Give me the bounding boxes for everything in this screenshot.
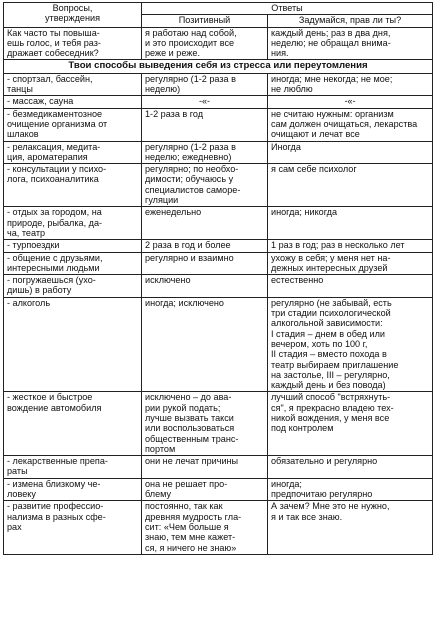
- question-cell: - релаксация, медита- ция, ароматерапия: [4, 141, 142, 164]
- table-row: [4, 275, 433, 298]
- question-cell: - лекарственные препа- раты: [4, 456, 142, 479]
- stress-table: [3, 2, 433, 555]
- negative-cell: 1 раз в год; раз в несколько лет: [268, 240, 433, 252]
- question-cell: - консультации у психо- лога, психоаналитика: [4, 164, 142, 207]
- table-row: [4, 73, 433, 96]
- negative-cell: иногда; никогда: [268, 207, 433, 240]
- question-cell: - турпоездки: [4, 240, 142, 252]
- positive-cell: еженедельно: [142, 207, 268, 240]
- positive-cell: исключено – до ава- рии рукой подать; лучше вызвать такси или воспользоваться общественным транс- портом: [142, 392, 268, 456]
- negative-cell: лучший способ "встряхнуть- ся", я прекрасно владею тех- никой вождения, у меня все под контролем: [268, 392, 433, 456]
- negative-cell: А зачем? Мне это не нужно, я и так все знаю.: [268, 501, 433, 554]
- question-cell: Как часто ты повыша- ешь голос, и тебя раз- дражает собеседник?: [4, 27, 142, 60]
- negative-cell: Иногда: [268, 141, 433, 164]
- table-row: [4, 456, 433, 479]
- negative-cell: регулярно (не забывай, есть три стадии психологической алкогольной зависимости: I стадия – днем в обед или вечером, хоть по 100 г, II стадия – вместо похода в театр выбираем приглашение на застолье, III – регулярно, каждый день и без повода): [268, 297, 433, 392]
- question-cell: - общение с друзьями, интересными людьми: [4, 252, 142, 275]
- table-row: [4, 392, 433, 456]
- negative-cell: иногда; предпочитаю регулярно: [268, 478, 433, 501]
- table-row: [4, 27, 433, 60]
- positive-cell: они не лечат причины: [142, 456, 268, 479]
- positive-cell: я работаю над собой, и это происходит все реже и реже.: [142, 27, 268, 60]
- negative-cell: обязательно и регулярно: [268, 456, 433, 479]
- negative-cell: каждый день; раз в два дня, неделю; не обращал внима- ния.: [268, 27, 433, 60]
- positive-cell: 1-2 раза в год: [142, 108, 268, 141]
- positive-cell: постоянно, так как древняя мудрость гла- сит: «Чем больше я знаю, тем мне кажет- ся, я ничего не знаю»: [142, 501, 268, 554]
- negative-cell: иногда; мне некогда; не мое; не люблю: [268, 73, 433, 96]
- question-cell: - массаж, сауна: [4, 96, 142, 108]
- table-row: [4, 141, 433, 164]
- header-negative: Задумайся, прав ли ты?: [268, 15, 433, 27]
- positive-cell: регулярно (1-2 раза в неделю; ежедневно): [142, 141, 268, 164]
- negative-cell: -«-: [268, 96, 433, 108]
- negative-cell: ухожу в себя; у меня нет на- дежных интересных друзей: [268, 252, 433, 275]
- table-row: [4, 96, 433, 108]
- question-cell: - погружаешься (ухо- дишь) в работу: [4, 275, 142, 298]
- table-row: [4, 207, 433, 240]
- table-body: [4, 27, 433, 554]
- question-cell: - алкоголь: [4, 297, 142, 392]
- negative-cell: не считаю нужным: организм сам должен очищаться, лекарства очищают и лечат все: [268, 108, 433, 141]
- positive-cell: она не решает про- блему: [142, 478, 268, 501]
- positive-cell: исключено: [142, 275, 268, 298]
- table-row: [4, 501, 433, 554]
- header-answers: Ответы: [142, 3, 433, 15]
- positive-cell: регулярно (1-2 раза в неделю): [142, 73, 268, 96]
- positive-cell: -«-: [142, 96, 268, 108]
- table-row: [4, 478, 433, 501]
- question-cell: - измена близкому че- ловеку: [4, 478, 142, 501]
- positive-cell: регулярно; по необхо- димости; обучаюсь у специалистов саморе- гуляции: [142, 164, 268, 207]
- header-positive: Позитивный: [142, 15, 268, 27]
- question-cell: - развитие профессио- нализма в разных сфе- рах: [4, 501, 142, 554]
- positive-cell: регулярно и взаимно: [142, 252, 268, 275]
- header-questions: Вопросы, утверждения: [4, 3, 142, 28]
- question-cell: - отдых за городом, на природе, рыбалка, да- ча, театр: [4, 207, 142, 240]
- positive-cell: иногда; исключено: [142, 297, 268, 392]
- negative-cell: я сам себе психолог: [268, 164, 433, 207]
- section-row: [4, 60, 433, 73]
- table-row: [4, 108, 433, 141]
- positive-cell: 2 раза в год и более: [142, 240, 268, 252]
- question-cell: - безмедикаментозное очищение организма от шлаков: [4, 108, 142, 141]
- table-row: [4, 164, 433, 207]
- negative-cell: естественно: [268, 275, 433, 298]
- question-cell: - жесткое и быстрое вождение автомобиля: [4, 392, 142, 456]
- question-cell: - спортзал, бассейн, танцы: [4, 73, 142, 96]
- table-header-row: [4, 3, 433, 15]
- table-row: [4, 297, 433, 392]
- table-row: [4, 252, 433, 275]
- section-title: Твои способы выведения себя из стресса или переутомления: [4, 60, 433, 73]
- table-row: [4, 240, 433, 252]
